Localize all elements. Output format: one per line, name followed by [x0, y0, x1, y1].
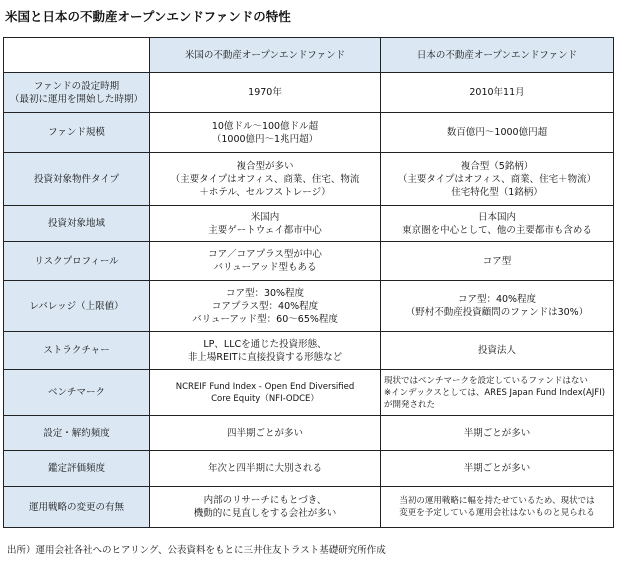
cell-us-leverage: [150, 281, 381, 332]
cell-line: 住宅特化型（1銘柄）: [451, 186, 543, 198]
table-row: [4, 281, 614, 332]
cell-us-property-type: [150, 153, 381, 206]
cell-jp-structure: [381, 332, 614, 370]
cell-us-strategy-change: [150, 487, 381, 528]
cell-line: 東京圏を中心として、他の主要都市も含める: [402, 224, 592, 236]
cell-line: バリューアッド型：60～65%程度: [192, 313, 338, 325]
cell-us-risk-profile: [150, 242, 381, 281]
cell-line: NCREIF Fund Index - Open End Diversified: [175, 381, 355, 392]
cell-line: 複合型（5銘柄）: [460, 160, 534, 172]
row-label-appraisal-frequency: [4, 451, 150, 487]
row-label-risk-profile: [4, 242, 150, 281]
cell-line: （主要タイプはオフィス、商業、住宅＋物流）: [397, 173, 597, 185]
cell-line: コアプラス型：40%程度: [211, 300, 319, 312]
cell-us-setup-period: [150, 73, 381, 113]
row-label-line: 設定・解約頻度: [43, 427, 110, 439]
cell-line: （1000億円～1兆円超）: [211, 133, 319, 145]
comparison-table: [3, 37, 614, 528]
cell-line: が開発された: [384, 399, 436, 410]
table-header-row: [4, 38, 614, 73]
cell-line: 複合型が多い: [236, 160, 294, 172]
table-row: [4, 370, 614, 416]
cell-jp-property-type: [381, 153, 614, 206]
cell-line: 日本国内: [477, 211, 516, 223]
source-note: 出所）運用会社各社へのヒアリング、公表資料をもとに三井住友トラスト基礎研究所作成: [7, 545, 386, 556]
cell-line: 半期ごとが多い: [463, 463, 531, 474]
cell-line: コア型：30%程度: [225, 287, 305, 299]
cell-line: 米国内: [250, 211, 280, 223]
cell-jp-strategy-change: [381, 487, 614, 528]
cell-line: 非上場REITに直接投資する形態など: [187, 351, 343, 363]
cell-line: コア／コアプラス型が中心: [208, 249, 322, 260]
cell-line: ※インデックスとしては、ARES Japan Fund Index(AJFI): [384, 387, 606, 398]
cell-jp-benchmark: [381, 370, 614, 416]
row-label-target-region: [4, 206, 150, 242]
row-label-line: リスクプロフィール: [34, 255, 119, 267]
row-label-fund-size: [4, 113, 150, 153]
row-label-leverage: [4, 281, 150, 332]
table-row: [4, 242, 614, 281]
cell-line: バリューアッド型もある: [213, 262, 317, 273]
cell-jp-setup-period: [381, 73, 614, 113]
cell-line: （野村不動産投資顧問のファンドは30%）: [405, 307, 589, 318]
cell-line: 1970年: [248, 87, 282, 98]
cell-line: ＋ホテル、セルフストレージ）: [199, 186, 331, 198]
cell-us-structure: [150, 332, 381, 370]
cell-us-benchmark: [150, 370, 381, 416]
cell-line: 機動的に見直しをする会社が多い: [193, 508, 337, 519]
table-row: [4, 487, 614, 528]
row-label-line: 投資対象物件タイプ: [33, 173, 120, 185]
page-title: 米国と日本の不動産オープンエンドファンドの特性: [5, 9, 291, 24]
row-label-line: ストラクチャー: [43, 345, 110, 356]
row-label-benchmark: [4, 370, 150, 416]
row-label-line: 鑑定評価頻度: [47, 463, 105, 474]
cell-jp-leverage: [381, 281, 614, 332]
cell-us-target-region: [150, 206, 381, 242]
row-label-line: 投資対象地域: [47, 218, 105, 229]
cell-line: 当初の運用戦略に幅を持たせているため、現状では: [399, 496, 595, 506]
cell-line: コア型: [482, 255, 512, 267]
cell-jp-fund-size: [381, 113, 614, 153]
table-row: [4, 113, 614, 153]
table-row: [4, 451, 614, 487]
row-label-line: 運用戦略の変更の有無: [28, 501, 124, 513]
row-label-line: レバレッジ（上限値）: [29, 300, 124, 312]
table-row: [4, 206, 614, 242]
header-corner-cell: [4, 38, 150, 73]
row-label-line: ベンチマーク: [47, 387, 105, 398]
cell-line: 四半期ごとが多い: [226, 427, 303, 439]
cell-line: （主要タイプはオフィス、商業、住宅、物流: [170, 173, 360, 185]
cell-us-appraisal-frequency: [150, 451, 381, 487]
cell-line: 投資法人: [477, 345, 516, 356]
cell-line: 主要ゲートウェイ都市中心: [208, 224, 322, 236]
cell-line: Core Equity（NFI-ODCE）: [211, 393, 319, 404]
cell-line: 2010年11月: [469, 87, 525, 98]
cell-line: 年次と四半期に大別される: [207, 463, 322, 474]
cell-line: LP、LLCを通じた投資形態、: [203, 338, 327, 350]
row-label-line: （最初に運用を開始した時期）: [9, 93, 143, 105]
row-label-setup-period: [4, 73, 150, 113]
cell-us-fund-size: [150, 113, 381, 153]
table-row: [4, 153, 614, 206]
row-label-property-type: [4, 153, 150, 206]
cell-line: コア型：40%程度: [457, 294, 537, 305]
cell-jp-subscription-frequency: [381, 416, 614, 451]
cell-line: 現状ではベンチマークを設定しているファンドはない: [384, 375, 588, 386]
column-header-us: 米国の不動産オープンエンドファンド: [150, 38, 381, 73]
cell-jp-target-region: [381, 206, 614, 242]
column-header-jp: 日本の不動産オープンエンドファンド: [381, 38, 614, 73]
row-label-line: ファンドの設定時期: [33, 80, 120, 92]
cell-jp-risk-profile: [381, 242, 614, 281]
cell-line: 10億ドル～100億ドル超: [211, 120, 319, 132]
row-label-strategy-change: [4, 487, 150, 528]
row-label-structure: [4, 332, 150, 370]
cell-line: 変更を予定している運用会社はないものと見られる: [399, 508, 595, 518]
cell-jp-appraisal-frequency: [381, 451, 614, 487]
row-label-subscription-frequency: [4, 416, 150, 451]
cell-line: 半期ごとが多い: [463, 427, 531, 439]
cell-line: 数百億円～1000億円超: [446, 127, 548, 138]
table-row: [4, 332, 614, 370]
cell-us-subscription-frequency: [150, 416, 381, 451]
table-row: [4, 73, 614, 113]
table-row: [4, 416, 614, 451]
cell-line: 内部のリサーチにもとづき、: [203, 495, 327, 506]
row-label-line: ファンド規模: [48, 127, 105, 138]
